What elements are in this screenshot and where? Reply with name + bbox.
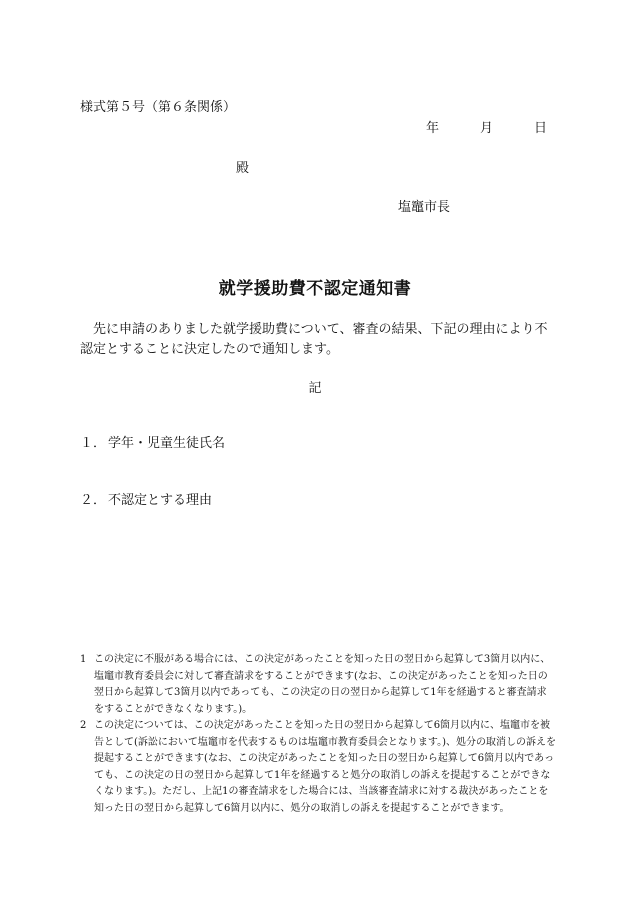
item-number: ２．	[80, 493, 107, 508]
ki-heading: 記	[308, 381, 322, 396]
item-rejection-reason	[80, 489, 212, 508]
note-text: この決定に不服がある場合には、この決定があったことを知った日の翌日から起算して3箇月以内に、塩竈市教育委員会に対して審査請求をすることができます(なお、この決定があったことを知った日の翌日から起算して3箇月以内であっても、この決定の日の翌日から起算して1年を経過すると審査請求をすることができなくなります。)。	[94, 654, 551, 715]
note-text: この決定については、この決定があったことを知った日の翌日から起算して6箇月以内に、塩竈市を被告として(訴訟において塩竈市を代表するものは塩竈市教育委員会となります。)、処分の取消しの訴えを提起することができます(なお、この決定があったことを知った日の翌日から起算して6箇月以内であっても、この決定の日の翌日から起算して1年を経過すると処分の取消しの訴えを提起することができなくなります。)。ただし、上記1の審査請求をした場合には、当該審査請求に対する裁決があったことを知った日の翌日から起算して6箇月以内に、処分の取消しの訴えを提起することができます。	[94, 720, 557, 814]
note-appeal	[80, 652, 556, 718]
date-year-label: 年	[426, 121, 440, 136]
notes-section	[80, 652, 556, 817]
issuer-name: 塩竈市長	[398, 200, 451, 215]
document-title: 就学援助費不認定通知書	[218, 279, 412, 299]
item-grade-student-name	[80, 432, 225, 451]
date-month-label: 月	[480, 121, 494, 136]
form-number: 様式第５号（第６条関係）	[80, 100, 237, 115]
item-label: 学年・児童生徒氏名	[108, 436, 226, 451]
note-lawsuit	[80, 718, 556, 817]
note-number: 1	[80, 654, 87, 665]
addressee-suffix: 殿	[236, 161, 250, 176]
body-paragraph: 先に申請のありました就学援助費について、審査の結果、下記の理由により不認定とすることに決定したので通知します。	[80, 322, 548, 357]
item-label: 不認定とする理由	[108, 493, 213, 508]
note-number: 2	[80, 720, 87, 731]
date-day-label: 日	[534, 121, 548, 136]
item-number: １．	[80, 436, 107, 451]
